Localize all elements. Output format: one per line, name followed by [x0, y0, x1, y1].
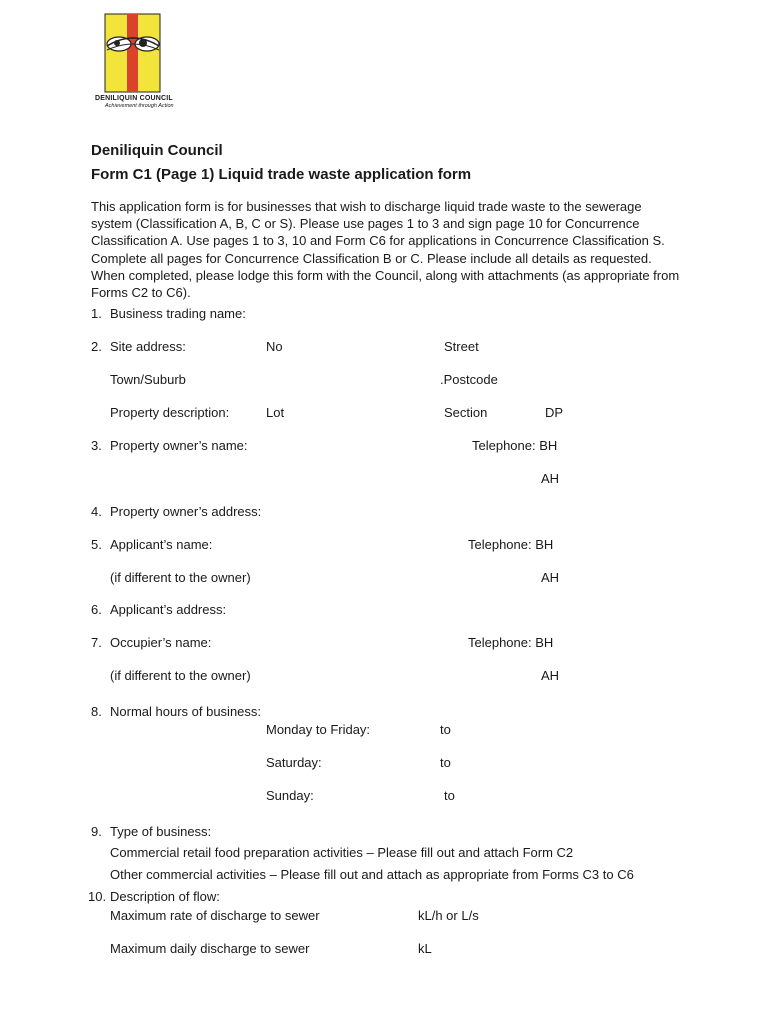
q10-number: 10. — [88, 889, 107, 904]
owner-name-label: Property owner’s name: — [110, 438, 248, 453]
intro-paragraph — [91, 198, 691, 301]
max-rate-unit: kL/h or L/s — [418, 908, 479, 923]
intro-line: This application form is for businesses that wish to discharge liquid trade waste to the sewerage — [91, 199, 642, 214]
site-address-label: Site address: — [110, 339, 186, 354]
intro-line: system (Classification A, B, C or S). Please use pages 1 to 3 and sign page 10 for Concurrence — [91, 216, 640, 232]
intro-line: Forms C2 to C6). — [91, 285, 191, 301]
owner-telephone-ah-label: AH — [541, 471, 560, 486]
max-rate-label: Maximum rate of discharge to sewer — [110, 908, 320, 923]
occupier-note: (if different to the owner) — [110, 668, 251, 683]
occupier-telephone-bh-label: Telephone: BH — [468, 635, 554, 650]
intro-line: Classification A. Use pages 1 to 3, 10 and Form C6 for applications in Concurrence Classification S. — [91, 233, 665, 249]
form-title: Form C1 (Page 1) Liquid trade waste application form — [91, 166, 472, 183]
max-daily-label: Maximum daily discharge to sewer — [110, 941, 310, 956]
q7-number: 7. — [91, 635, 102, 650]
business-type-option-other: Other commercial activities – Please fill out and attach as appropriate from Forms C3 to C6 — [110, 867, 634, 882]
section-label: Section — [444, 405, 488, 420]
q8-number: 8. — [91, 704, 102, 719]
property-description-label: Property description: — [110, 405, 230, 420]
business-type-label: Type of business: — [110, 824, 212, 839]
applicant-note: (if different to the owner) — [110, 570, 251, 585]
business-hours-label: Normal hours of business: — [110, 704, 262, 719]
dp-label: DP — [545, 405, 564, 420]
q3-number: 3. — [91, 438, 102, 453]
postcode-label: .Postcode — [440, 372, 498, 387]
occupier-name-label: Occupier’s name: — [110, 635, 212, 650]
q9-number: 9. — [91, 824, 102, 839]
business-name-label: Business trading name: — [110, 306, 246, 321]
council-heading: Deniliquin Council — [91, 142, 223, 159]
weekdays-label: Monday to Friday: — [266, 722, 371, 737]
q5-number: 5. — [91, 537, 102, 552]
street-no-label: No — [266, 339, 283, 354]
logo-org-name: DENILIQUIN COUNCIL — [95, 95, 173, 102]
flow-description-label: Description of flow: — [110, 889, 220, 904]
occupier-telephone-ah-label: AH — [541, 668, 560, 683]
weekdays-to-label: to — [440, 722, 451, 737]
applicant-telephone-ah-label: AH — [541, 570, 560, 585]
q6-number: 6. — [91, 602, 102, 617]
applicant-telephone-bh-label: Telephone: BH — [468, 537, 554, 552]
q2-number: 2. — [91, 339, 102, 354]
business-type-option-food: Commercial retail food preparation activities – Please fill out and attach Form C2 — [110, 845, 574, 860]
lot-label: Lot — [266, 405, 285, 420]
town-suburb-label: Town/Suburb — [110, 372, 186, 387]
logo-tagline: Achievement through Action — [105, 103, 174, 109]
sunday-to-label: to — [444, 788, 455, 803]
max-daily-unit: kL — [418, 941, 432, 956]
q4-number: 4. — [91, 504, 102, 519]
sunday-label: Sunday: — [266, 788, 314, 803]
applicant-name-label: Applicant’s name: — [110, 537, 213, 552]
street-label: Street — [444, 339, 479, 354]
q1-number: 1. — [91, 306, 102, 321]
applicant-address-label: Applicant’s address: — [110, 602, 227, 617]
saturday-to-label: to — [440, 755, 451, 770]
council-crest-icon — [95, 12, 179, 102]
intro-line: Complete all pages for Concurrence Classification B or C. Please include all details as requested. — [91, 250, 652, 266]
owner-address-label: Property owner’s address: — [110, 504, 262, 519]
owner-telephone-bh-label: Telephone: BH — [472, 438, 558, 453]
saturday-label: Saturday: — [266, 755, 322, 770]
intro-line: When completed, please lodge this form with the Council, along with attachments (as appropriate from — [91, 267, 680, 283]
